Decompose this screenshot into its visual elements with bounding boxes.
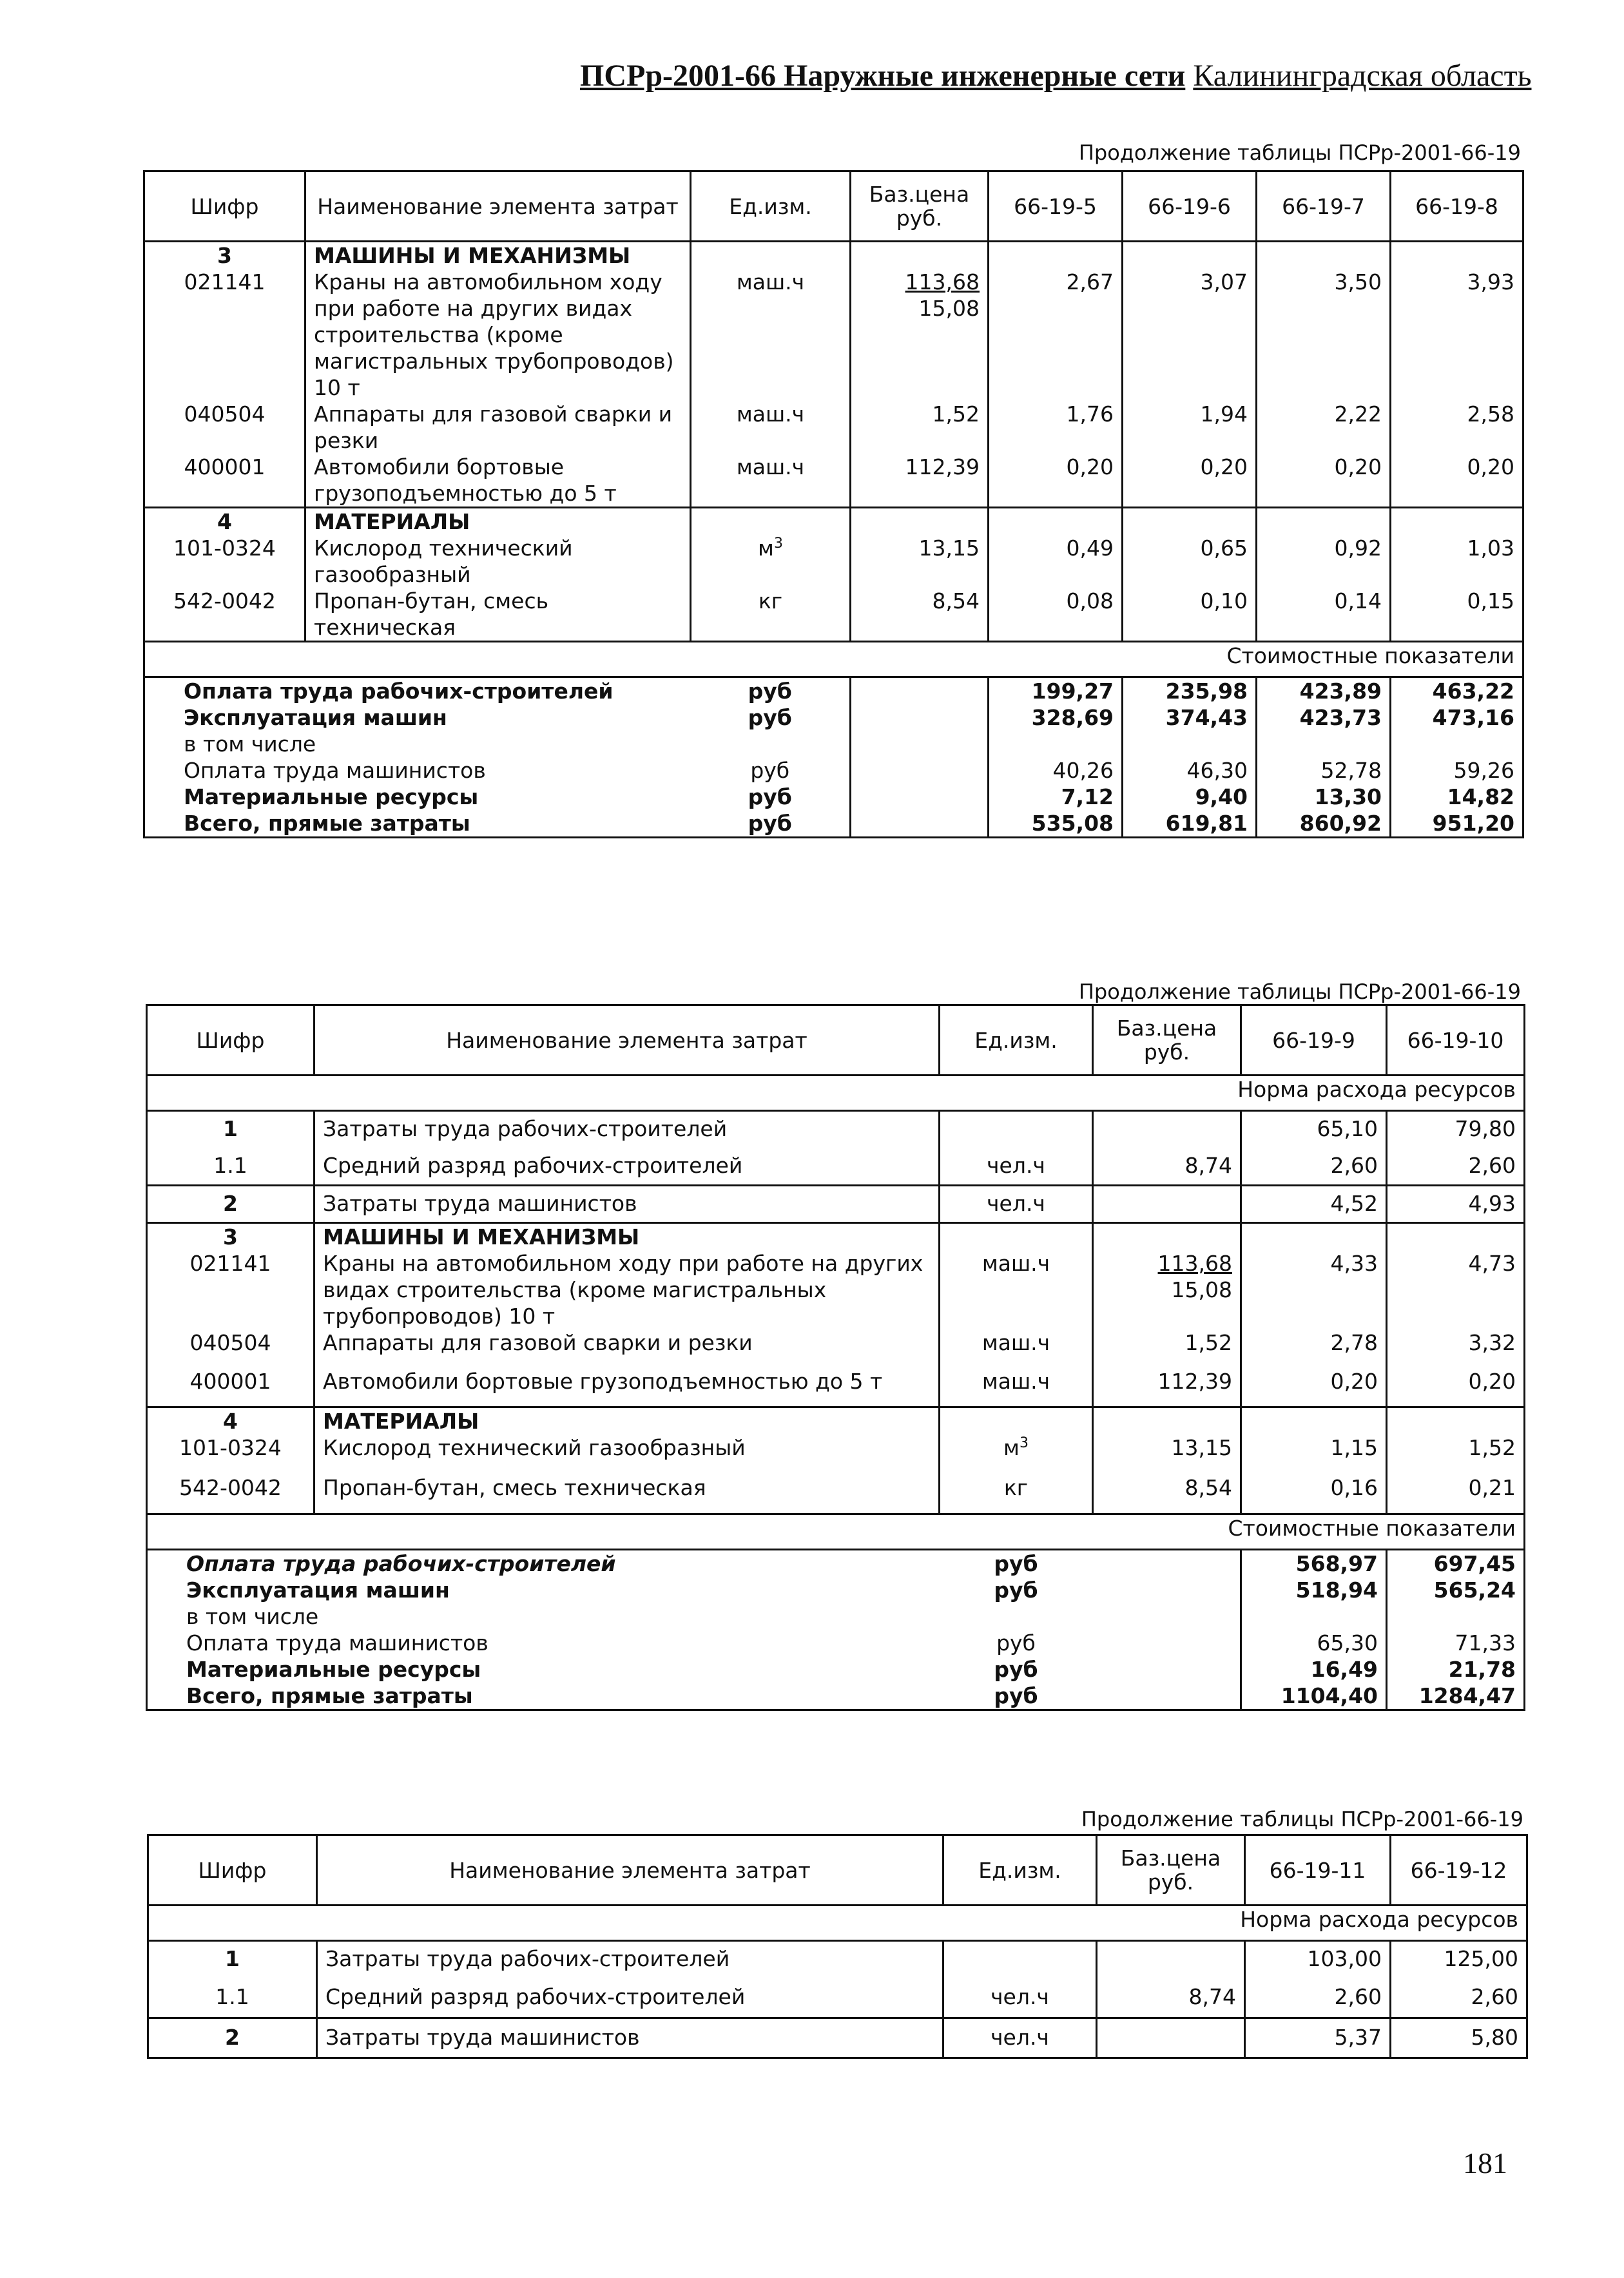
- header-region: Калининградская область: [1193, 59, 1532, 93]
- row-code: 101-0324: [147, 1434, 314, 1474]
- summary-value: 374,43: [1123, 704, 1257, 731]
- row-code: 400001: [147, 1368, 314, 1407]
- summary-row: [147, 1630, 1525, 1656]
- row-name: Затраты труда машинистов: [314, 1186, 940, 1223]
- summary-value: 568,97: [1241, 1550, 1387, 1578]
- col-header-name: Наименование элемента затрат: [317, 1835, 943, 1906]
- row-code: 542-0042: [144, 588, 305, 642]
- row-name: Пропан-бутан, смесь техническая: [305, 588, 691, 642]
- row-value: 2,60: [1387, 1148, 1525, 1186]
- section-code: 4: [147, 1407, 314, 1434]
- row-value: 1,94: [1123, 401, 1257, 454]
- row-price: 1,52: [851, 401, 989, 454]
- row-value: 0,20: [1123, 454, 1257, 508]
- price-top: 113,68: [1157, 1251, 1232, 1276]
- row-unit: кг: [691, 588, 851, 642]
- summary-value: 13,30: [1257, 784, 1391, 810]
- col-header-unit: Ед.изм.: [940, 1005, 1093, 1076]
- row-name: Средний разряд рабочих-строителей: [314, 1148, 940, 1186]
- table-row: [144, 535, 1523, 588]
- row-value: 0,20: [989, 454, 1123, 508]
- col-header-unit: Ед.изм.: [691, 171, 851, 242]
- table1-header-row: [144, 171, 1523, 242]
- row-name: Краны на автомобильном ходу при работе на других видах строительства (кроме магистральных трубопроводов) 10 т: [305, 269, 691, 401]
- row-name: Аппараты для газовой сварки и резки: [305, 401, 691, 454]
- table2-header-row: [147, 1005, 1525, 1076]
- section-title: МАТЕРИАЛЫ: [305, 508, 691, 536]
- row-value: 2,78: [1241, 1329, 1387, 1368]
- summary-label: Оплата труда рабочих-строителей: [147, 1550, 940, 1578]
- table-row: [147, 1186, 1525, 1223]
- row-value: 4,73: [1387, 1250, 1525, 1329]
- row-unit: маш.ч: [691, 401, 851, 454]
- summary-unit: руб: [750, 758, 790, 783]
- row-unit: [691, 535, 851, 588]
- table-row: [147, 1111, 1525, 1148]
- row-price: 112,39: [851, 454, 989, 508]
- col-header-code: Шифр: [148, 1835, 317, 1906]
- summary-label: Оплата труда машинистов: [144, 757, 691, 784]
- summary-value: 860,92: [1257, 810, 1391, 838]
- table-row: [147, 1368, 1525, 1407]
- summary-label: Оплата труда машинистов: [147, 1630, 940, 1656]
- summary-value: 14,82: [1391, 784, 1523, 810]
- row-value: 125,00: [1391, 1941, 1527, 1980]
- row-price: 8,74: [1097, 1980, 1245, 2018]
- row-code: 2: [147, 1186, 314, 1223]
- row-unit: маш.ч: [940, 1250, 1093, 1329]
- summary-unit: руб: [996, 1630, 1036, 1655]
- summary-value: 619,81: [1123, 810, 1257, 838]
- summary-value: 199,27: [989, 677, 1123, 705]
- row-price: 13,15: [851, 535, 989, 588]
- table-row: [148, 2018, 1527, 2058]
- row-code: 040504: [144, 401, 305, 454]
- summary-row: [147, 1683, 1525, 1710]
- row-unit: маш.ч: [940, 1368, 1093, 1407]
- summary-row: [144, 731, 1523, 757]
- summary-value: 59,26: [1391, 757, 1523, 784]
- table-row: [144, 401, 1523, 454]
- row-code: 021141: [144, 269, 305, 401]
- summary-row: [144, 677, 1523, 705]
- summary-value: 1284,47: [1387, 1683, 1525, 1710]
- row-value: 4,52: [1241, 1186, 1387, 1223]
- summary-value: 535,08: [989, 810, 1123, 838]
- summary-label: Материальные ресурсы: [147, 1656, 940, 1683]
- row-value: 0,16: [1241, 1474, 1387, 1514]
- table-row: [147, 1148, 1525, 1186]
- row-unit: кг: [940, 1474, 1093, 1514]
- row-name: Автомобили бортовые грузоподъемностью до 5 т: [314, 1368, 940, 1407]
- summary-label: в том числе: [147, 1603, 940, 1630]
- summary-value: 235,98: [1123, 677, 1257, 705]
- row-unit: маш.ч: [691, 269, 851, 401]
- summary-label: Всего, прямые затраты: [144, 810, 691, 838]
- summary-label: Эксплуатация машин: [147, 1577, 940, 1603]
- price-bottom: 15,08: [918, 296, 980, 321]
- table2-cost-band: [147, 1514, 1525, 1550]
- row-value: 1,03: [1391, 535, 1523, 588]
- row-value: 2,67: [989, 269, 1123, 401]
- summary-row: [144, 810, 1523, 838]
- summary-value: 423,89: [1257, 677, 1391, 705]
- summary-value: 46,30: [1123, 757, 1257, 784]
- summary-row: [144, 704, 1523, 731]
- summary-value: 463,22: [1391, 677, 1523, 705]
- row-value: 3,32: [1387, 1329, 1525, 1368]
- summary-value: 71,33: [1387, 1630, 1525, 1656]
- row-value: 1,15: [1241, 1434, 1387, 1474]
- summary-value: 65,30: [1241, 1630, 1387, 1656]
- col-header-66-19-9: 66-19-9: [1241, 1005, 1387, 1076]
- row-code: 1.1: [148, 1980, 317, 2018]
- row-unit: чел.ч: [940, 1186, 1093, 1223]
- row-price: [851, 269, 989, 401]
- row-name: Кислород технический газообразный: [305, 535, 691, 588]
- row-price: 8,54: [1093, 1474, 1241, 1514]
- row-name: Пропан-бутан, смесь техническая: [314, 1474, 940, 1514]
- table-row: [147, 1434, 1525, 1474]
- summary-value: 951,20: [1391, 810, 1523, 838]
- row-value: 0,92: [1257, 535, 1391, 588]
- row-code: 2: [148, 2018, 317, 2058]
- row-value: 0,20: [1257, 454, 1391, 508]
- row-code: 1: [147, 1111, 314, 1148]
- summary-label: Эксплуатация машин: [144, 704, 691, 731]
- section-title: МАТЕРИАЛЫ: [314, 1407, 940, 1434]
- row-price: 1,52: [1093, 1329, 1241, 1368]
- row-price: 8,54: [851, 588, 989, 642]
- row-value: 0,49: [989, 535, 1123, 588]
- row-value: 0,20: [1391, 454, 1523, 508]
- summary-value: 21,78: [1387, 1656, 1525, 1683]
- table3-header-row: [148, 1835, 1527, 1906]
- row-value: 2,22: [1257, 401, 1391, 454]
- row-value: 2,60: [1241, 1148, 1387, 1186]
- summary-unit: руб: [691, 810, 851, 838]
- table-row: [144, 269, 1523, 401]
- col-header-name: Наименование элемента затрат: [305, 171, 691, 242]
- row-code: 1: [148, 1941, 317, 1980]
- row-name: Аппараты для газовой сварки и резки: [314, 1329, 940, 1368]
- col-header-66-19-10: 66-19-10: [1387, 1005, 1525, 1076]
- summary-unit: руб: [994, 1578, 1038, 1603]
- col-header-price: Баз.цена руб.: [1097, 1835, 1245, 1906]
- table-row: [148, 1941, 1527, 1980]
- table2-norm-band: [147, 1076, 1525, 1111]
- row-value: 0,15: [1391, 588, 1523, 642]
- table2-section-materials: [147, 1407, 1525, 1434]
- row-unit: чел.ч: [943, 2018, 1097, 2058]
- col-header-66-19-8: 66-19-8: [1391, 171, 1523, 242]
- norm-band-label: Норма расхода ресурсов: [148, 1906, 1527, 1941]
- price-top: 113,68: [905, 269, 980, 294]
- table-row: [147, 1250, 1525, 1329]
- unit-text: м: [758, 536, 774, 561]
- row-unit: чел.ч: [943, 1980, 1097, 2018]
- summary-label: Оплата труда рабочих-строителей: [144, 677, 691, 705]
- col-header-code: Шифр: [144, 171, 305, 242]
- summary-row: [144, 757, 1523, 784]
- summary-row: [144, 784, 1523, 810]
- summary-value: 40,26: [989, 757, 1123, 784]
- summary-value: 9,40: [1123, 784, 1257, 810]
- row-value: 2,58: [1391, 401, 1523, 454]
- row-value: 3,50: [1257, 269, 1391, 401]
- row-value: 3,93: [1391, 269, 1523, 401]
- header-title: ПСРр-2001-66 Наружные инженерные сети: [580, 59, 1186, 93]
- summary-unit: руб: [748, 679, 792, 704]
- summary-label: Материальные ресурсы: [144, 784, 691, 810]
- row-name: Краны на автомобильном ходу при работе на других видах строительства (кроме магистральных трубопроводов) 10 т: [314, 1250, 940, 1329]
- row-code: 101-0324: [144, 535, 305, 588]
- row-price: 8,74: [1093, 1148, 1241, 1186]
- row-price: [1093, 1250, 1241, 1329]
- row-value: 2,60: [1245, 1980, 1391, 2018]
- summary-label: Всего, прямые затраты: [147, 1683, 940, 1710]
- row-value: 103,00: [1245, 1941, 1391, 1980]
- row-name: Затраты труда рабочих-строителей: [314, 1111, 940, 1148]
- row-name: Автомобили бортовые грузоподъемностью до 5 т: [305, 454, 691, 508]
- section-title: МАШИНЫ И МЕХАНИЗМЫ: [305, 242, 691, 269]
- col-header-66-19-11: 66-19-11: [1245, 1835, 1391, 1906]
- row-code: 400001: [144, 454, 305, 508]
- row-value: 79,80: [1387, 1111, 1525, 1148]
- row-value: 0,21: [1387, 1474, 1525, 1514]
- col-header-unit: Ед.изм.: [943, 1835, 1097, 1906]
- col-header-price: Баз.цена руб.: [851, 171, 989, 242]
- table3-continuation: Продолжение таблицы ПСРр-2001-66-19: [1081, 1807, 1523, 1831]
- row-unit: маш.ч: [940, 1329, 1093, 1368]
- cost-band-label: Стоимостные показатели: [147, 1514, 1525, 1550]
- row-value: 5,80: [1391, 2018, 1527, 2058]
- row-value: 0,10: [1123, 588, 1257, 642]
- section-code: 4: [144, 508, 305, 536]
- table3: [147, 1834, 1528, 2059]
- summary-unit: руб: [940, 1683, 1093, 1710]
- table1-section-machines: [144, 242, 1523, 269]
- col-header-66-19-5: 66-19-5: [989, 171, 1123, 242]
- row-price: 13,15: [1093, 1434, 1241, 1474]
- table-row: [147, 1329, 1525, 1368]
- summary-row: [147, 1577, 1525, 1603]
- row-value: 0,08: [989, 588, 1123, 642]
- col-header-price: Баз.цена руб.: [1093, 1005, 1241, 1076]
- row-value: 0,14: [1257, 588, 1391, 642]
- summary-value: 7,12: [989, 784, 1123, 810]
- row-code: 040504: [147, 1329, 314, 1368]
- col-header-name: Наименование элемента затрат: [314, 1005, 940, 1076]
- norm-band-label: Норма расхода ресурсов: [147, 1076, 1525, 1111]
- table1-section-materials: [144, 508, 1523, 536]
- page-number: 181: [1463, 2147, 1507, 2179]
- summary-unit: руб: [748, 705, 792, 730]
- unit-sup: 3: [1019, 1434, 1029, 1451]
- table2-section-machines: [147, 1223, 1525, 1251]
- row-value: 3,07: [1123, 269, 1257, 401]
- row-value: 0,20: [1241, 1368, 1387, 1407]
- table2-continuation: Продолжение таблицы ПСРр-2001-66-19: [1078, 980, 1521, 1004]
- row-name: Средний разряд рабочих-строителей: [317, 1980, 943, 2018]
- row-code: 542-0042: [147, 1474, 314, 1514]
- row-value: 2,60: [1391, 1980, 1527, 2018]
- row-value: 0,65: [1123, 535, 1257, 588]
- row-code: 021141: [147, 1250, 314, 1329]
- summary-value: 328,69: [989, 704, 1123, 731]
- table2: [146, 1004, 1525, 1711]
- summary-row: [147, 1603, 1525, 1630]
- cost-band-label: Стоимостные показатели: [144, 642, 1523, 677]
- row-name: Кислород технический газообразный: [314, 1434, 940, 1474]
- summary-value: 52,78: [1257, 757, 1391, 784]
- summary-row: [147, 1656, 1525, 1683]
- summary-value: 423,73: [1257, 704, 1391, 731]
- table1-cost-band: [144, 642, 1523, 677]
- row-name: Затраты труда рабочих-строителей: [317, 1941, 943, 1980]
- summary-value: 473,16: [1391, 704, 1523, 731]
- row-price: 112,39: [1093, 1368, 1241, 1407]
- col-header-66-19-7: 66-19-7: [1257, 171, 1391, 242]
- row-unit: маш.ч: [691, 454, 851, 508]
- summary-value: 697,45: [1387, 1550, 1525, 1578]
- row-unit: [940, 1434, 1093, 1474]
- summary-unit: руб: [994, 1657, 1038, 1682]
- summary-value: 565,24: [1387, 1577, 1525, 1603]
- row-value: 1,76: [989, 401, 1123, 454]
- table1: [143, 170, 1524, 838]
- row-value: 5,37: [1245, 2018, 1391, 2058]
- summary-row: [147, 1550, 1525, 1578]
- summary-label: в том числе: [144, 731, 691, 757]
- col-header-code: Шифр: [147, 1005, 314, 1076]
- row-value: 65,10: [1241, 1111, 1387, 1148]
- summary-value: 1104,40: [1241, 1683, 1387, 1710]
- table1-continuation: Продолжение таблицы ПСРр-2001-66-19: [1078, 140, 1521, 165]
- col-header-66-19-6: 66-19-6: [1123, 171, 1257, 242]
- summary-value: 16,49: [1241, 1656, 1387, 1683]
- table-row: [144, 588, 1523, 642]
- table-row: [148, 1980, 1527, 2018]
- table-row: [147, 1474, 1525, 1514]
- section-code: 3: [144, 242, 305, 269]
- page-header: [580, 57, 1531, 95]
- summary-unit: руб: [994, 1551, 1038, 1576]
- price-bottom: 15,08: [1171, 1277, 1232, 1302]
- row-unit: чел.ч: [940, 1148, 1093, 1186]
- section-code: 3: [147, 1223, 314, 1251]
- row-value: 4,93: [1387, 1186, 1525, 1223]
- row-value: 0,20: [1387, 1368, 1525, 1407]
- row-code: 1.1: [147, 1148, 314, 1186]
- row-name: Затраты труда машинистов: [317, 2018, 943, 2058]
- table-row: [144, 454, 1523, 508]
- summary-value: 518,94: [1241, 1577, 1387, 1603]
- unit-sup: 3: [773, 536, 783, 552]
- col-header-66-19-12: 66-19-12: [1391, 1835, 1527, 1906]
- summary-unit: руб: [748, 784, 792, 809]
- row-value: 4,33: [1241, 1250, 1387, 1329]
- unit-text: м: [1003, 1434, 1020, 1460]
- table3-norm-band: [148, 1906, 1527, 1941]
- row-value: 1,52: [1387, 1434, 1525, 1474]
- section-title: МАШИНЫ И МЕХАНИЗМЫ: [314, 1223, 940, 1251]
